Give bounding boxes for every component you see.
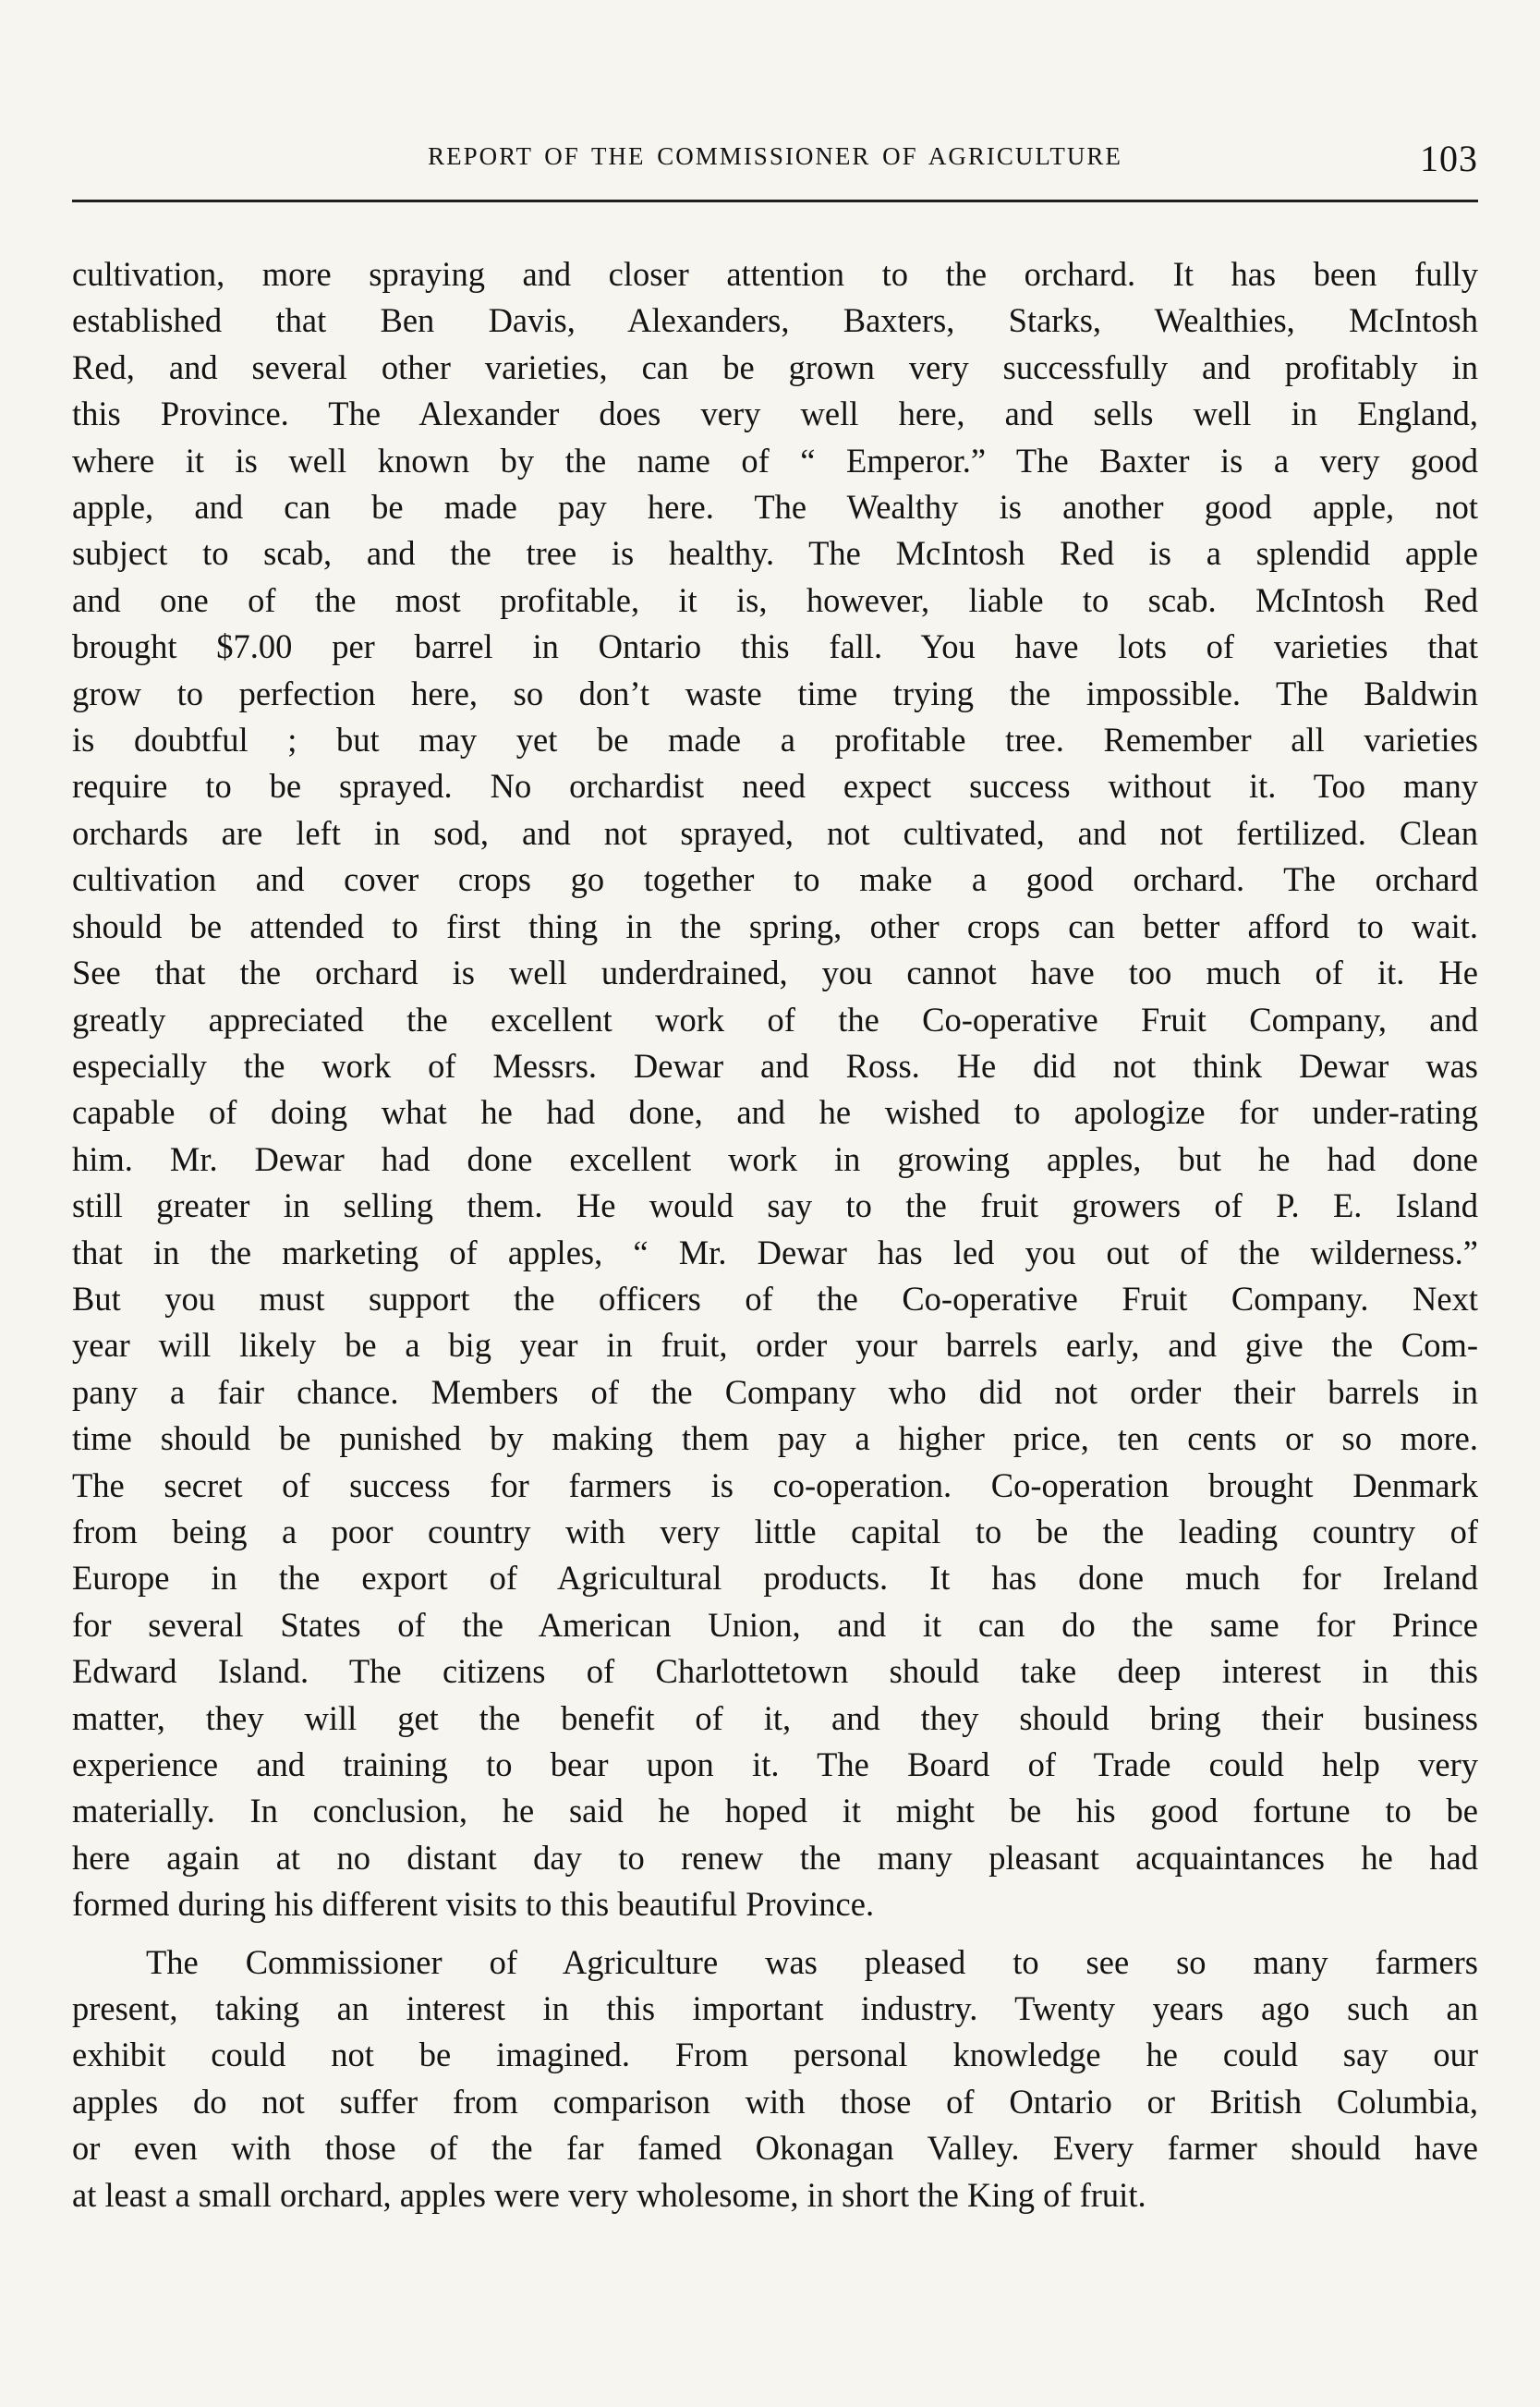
running-title: REPORT OF THE COMMISSIONER OF AGRICULTURE — [428, 142, 1122, 170]
text-line: this Province. The Alexander does very well here, and sells well in England, — [72, 395, 1478, 433]
text-line: from being a poor country with very little capital to be the leading country of — [72, 1512, 1478, 1550]
text-line: him. Mr. Dewar had done excellent work in growing apples, but he had done — [72, 1139, 1478, 1178]
text-line: greatly appreciated the excellent work of the Co-operative Fruit Company, and — [72, 1000, 1478, 1039]
text-line: But you must support the officers of the Co-operative Fruit Company. Next — [72, 1279, 1478, 1318]
header-rule — [72, 200, 1478, 202]
text-line: should be attended to first thing in the spring, other crops can better afford to wait. — [72, 906, 1478, 945]
text-line: year will likely be a big year in fruit, order your barrels early, and give the Com- — [72, 1326, 1478, 1365]
text-line: present, taking an interest in this important industry. Twenty years ago such an — [72, 1989, 1478, 2028]
text-line: The Commissioner of Agriculture was pleased to see so many farmers — [146, 1942, 1478, 1981]
text-line: cultivation, more spraying and closer attention to the orchard. It has been fully — [72, 255, 1478, 293]
page-number: 103 — [1420, 138, 1478, 179]
text-line: apple, and can be made pay here. The Wealthy is another good apple, not — [72, 488, 1478, 527]
body-text — [72, 251, 1478, 2219]
text-line: matter, they will get the benefit of it, and they should bring their business — [72, 1698, 1478, 1737]
text-line: exhibit could not be imagined. From personal knowledge he could say our — [72, 2036, 1478, 2074]
text-line: See that the orchard is well underdrained, you cannot have too much of it. He — [72, 954, 1478, 992]
text-line: capable of doing what he had done, and he wished to apologize for under-rating — [72, 1093, 1478, 1132]
text-line: materially. In conclusion, he said he hoped it might be his good fortune to be — [72, 1792, 1478, 1830]
text-line: for several States of the American Union, and it can do the same for Prince — [72, 1605, 1478, 1644]
text-line: Europe in the export of Agricultural products. It has done much for Ireland — [72, 1559, 1478, 1598]
text-line: at least a small orchard, apples were very wholesome, in short the King of fruit. — [72, 2175, 1146, 2214]
text-line: brought $7.00 per barrel in Ontario this fall. You have lots of varieties that — [72, 627, 1478, 666]
text-line: established that Ben Davis, Alexanders, Baxters, Starks, Wealthies, McIntosh — [72, 301, 1478, 340]
text-line: here again at no distant day to renew the many pleasant acquaintances he had — [72, 1838, 1478, 1877]
text-line: grow to perfection here, so don’t waste time trying the impossible. The Baldwin — [72, 674, 1478, 712]
text-line: that in the marketing of apples, “ Mr. Dewar has led you out of the wilderness.” — [72, 1233, 1478, 1271]
text-line: experience and training to bear upon it. The Board of Trade could help very — [72, 1745, 1478, 1783]
text-line: formed during his different visits to this beautiful Province. — [72, 1885, 875, 1924]
text-line: or even with those of the far famed Okonagan Valley. Every farmer should have — [72, 2129, 1478, 2168]
text-line: apples do not suffer from comparison with those of Ontario or British Columbia, — [72, 2082, 1478, 2121]
text-line: cultivation and cover crops go together to make a good orchard. The orchard — [72, 860, 1478, 899]
text-line: especially the work of Messrs. Dewar and Ross. He did not think Dewar was — [72, 1046, 1478, 1085]
text-line: The secret of success for farmers is co-operation. Co-operation brought Denmark — [72, 1465, 1478, 1504]
text-line: and one of the most profitable, it is, however, liable to scab. McIntosh Red — [72, 580, 1478, 619]
paragraph-1 — [72, 251, 1478, 1928]
text-line: Red, and several other varieties, can be grown very successfully and profitably in — [72, 347, 1478, 386]
running-head — [72, 137, 1478, 192]
text-line: subject to scab, and the tree is healthy. The McIntosh Red is a splendid apple — [72, 534, 1478, 573]
text-line: orchards are left in sod, and not sprayed, not cultivated, and not fertilized. Clean — [72, 813, 1478, 852]
text-line: where it is well known by the name of “ Emperor.” The Baxter is a very good — [72, 441, 1478, 480]
text-line: is doubtful ; but may yet be made a profitable tree. Remember all varieties — [72, 721, 1478, 760]
text-line: pany a fair chance. Members of the Company who did not order their barrels in — [72, 1372, 1478, 1411]
text-line: Edward Island. The citizens of Charlottetown should take deep interest in this — [72, 1652, 1478, 1691]
text-line: still greater in selling them. He would say to the fruit growers of P. E. Island — [72, 1186, 1478, 1225]
text-line: require to be sprayed. No orchardist need expect success without it. Too many — [72, 767, 1478, 806]
text-line: time should be punished by making them pay a higher price, ten cents or so more. — [72, 1419, 1478, 1458]
paragraph-2 — [72, 1939, 1478, 2219]
